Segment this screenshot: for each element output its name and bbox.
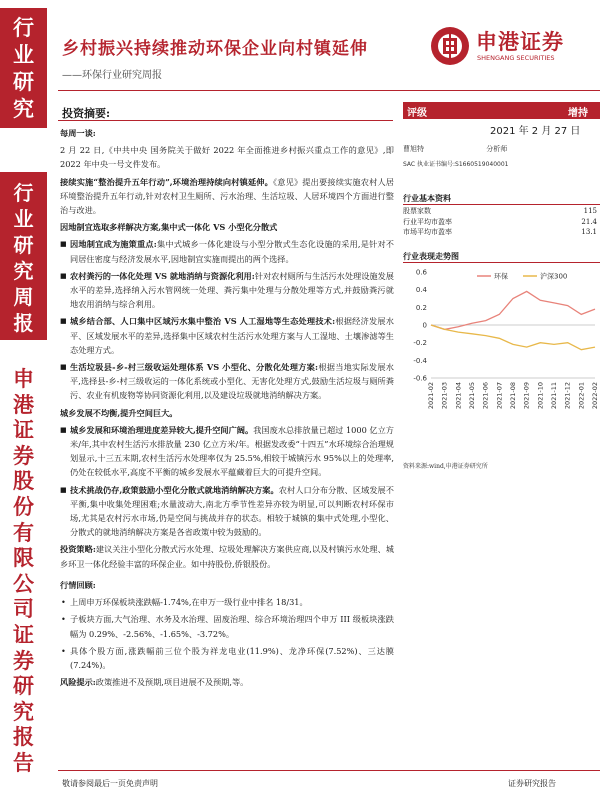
- analyst-title: 分析师: [486, 145, 508, 153]
- row-label: 市场平均市盈率: [403, 228, 452, 236]
- sidebar-char: 申: [13, 366, 34, 391]
- sidebar-char: 业: [13, 42, 34, 67]
- summary-divider: [58, 120, 393, 121]
- sidebar-char: 研: [13, 673, 34, 699]
- y-tick-label: 0: [422, 321, 427, 330]
- paragraph: 2 月 22 日,《中共中央 国务院关于做好 2022 年全面推进乡村振兴重点工作的意见》,即 2022 年中央一号文件发布。: [60, 145, 394, 170]
- rating-value: 增持: [568, 108, 588, 119]
- report-date: 2021 年 2 月 27 日: [490, 126, 581, 137]
- bullet-lead: 城乡发展和环境治理进度差异较大,提升空间广阔。: [70, 424, 254, 435]
- bullet-item: [60, 269, 394, 312]
- bullet-text: 农村人口分布分散、区域发展不平衡,集中收集处理困难;水量波动大,南北方季节性差异亦较为明显,可以判断农村环保市场,尤其是农村污水市场,仍是空间与挑战并存的状态。相较于城镇的集中式处理,小型化、分散式的就地消纳解决方案是各省政策中较为鼓励的。: [70, 484, 394, 538]
- sidebar-char: 业: [13, 207, 34, 231]
- sidebar-char: 份: [13, 493, 34, 519]
- y-tick-label: -0.6: [413, 374, 427, 383]
- sidebar-category-block: [0, 8, 47, 128]
- bullet-lead: 农村粪污的一体化处理 VS 就地消纳与资源化利用:: [70, 270, 255, 281]
- chart-heading: 行业表现走势图: [403, 251, 459, 261]
- investment-advice: [60, 542, 394, 570]
- sidebar-char: 限: [13, 545, 34, 571]
- bullet-text: 我国废水总排放量已超过 1000 亿立方米/年,其中农村生活污水排放量 230 亿立方米/年。根据发改委“十四五”水环境综合治理规划显示,十三五末期,农村生活污水处理率仅为 25.5%,相较于城镇污水 95%以上的处理率,仍处在较低水平,高度不平衡的城乡发展水平蕴藏着巨大的可提升空间。: [70, 424, 394, 478]
- y-tick-label: 0.2: [415, 303, 427, 312]
- report-subtitle: ——环保行业研究周报: [62, 70, 162, 81]
- series-line-1: [431, 325, 595, 350]
- bullet-text: 根据当地实际发展水平,选择县-乡-村三级收运的一体化系统或小型化、无害化处理方式,鼓励生活垃圾与厕所粪污、农业有机废物等协同资源化利用,以及建设垃圾就地消纳解决方案。: [70, 362, 394, 401]
- x-tick-label: 2021-02: [427, 382, 435, 410]
- table-row: [403, 206, 597, 217]
- bullet-item: [60, 237, 394, 265]
- bullet-item: [60, 314, 394, 357]
- bullet-item: [60, 483, 394, 540]
- analyst-line: [403, 144, 507, 154]
- company-logo: [428, 24, 598, 68]
- x-tick-label: 2021-04: [454, 382, 463, 410]
- footer-divider: [58, 770, 600, 771]
- y-tick-label: 0.6: [415, 268, 427, 277]
- sidebar-char: 研: [13, 233, 34, 257]
- sidebar-char: 究: [13, 259, 34, 283]
- analyst-name: 曹旭特: [403, 145, 424, 153]
- table-row: [403, 217, 597, 228]
- logo-emblem-icon: [428, 24, 472, 68]
- logo-english-name: SHENGANG SECURITIES: [477, 54, 555, 62]
- sac-certificate: SAC 执业证书编号:S1660519040001: [403, 161, 509, 168]
- row-value: 21.4: [581, 217, 597, 226]
- bullet-item: [60, 360, 394, 403]
- sidebar-report-type-block: [0, 172, 47, 340]
- x-tick-label: 2021-03: [440, 382, 449, 410]
- advice-lead: 投资策略:: [60, 544, 96, 555]
- x-tick-label: 2021-06: [481, 382, 490, 410]
- bullet-text: 集中式城乡一体化建设与小型分散式生态化设施的采用,是针对不同居住密度与经济发展水平,因地制宜实施而提出的两个选择。: [70, 239, 394, 264]
- performance-chart-svg: [403, 266, 600, 456]
- bullet-item: [60, 423, 394, 480]
- sidebar-char: 报: [13, 311, 34, 335]
- x-tick-label: 2021-07: [495, 382, 504, 410]
- legend-label: 环保: [494, 272, 508, 281]
- footer-disclaimer: 敬请参阅最后一页免责声明: [62, 779, 158, 788]
- sidebar-char: 公: [13, 570, 34, 596]
- section-heading: 城乡发展不均衡,提升空间巨大。: [60, 407, 178, 418]
- basic-info-heading: 行业基本资料: [403, 193, 451, 203]
- sidebar-char: 券: [13, 647, 34, 673]
- sidebar-company-text: [0, 366, 47, 776]
- paragraph-text: 《意见》提出要接续实施农村人居环境整治提升五年行动,针对农村卫生厕所、污水治理、生活垃圾、人居环境四个方面进行整治与改进。: [60, 176, 394, 216]
- risk-warning: [60, 675, 394, 689]
- advice-text: 建议关注小型化分散式污水处理、垃圾处理解决方案供应商,以及村镇污水处理、城乡环卫一体化经验丰富的环保企业。如中持股份,侨银股份。: [60, 544, 394, 569]
- sidebar-company-block: [0, 366, 47, 776]
- x-tick-label: 2022-02: [591, 382, 599, 410]
- table-row: [403, 227, 597, 238]
- sidebar-char: 告: [13, 749, 34, 775]
- sidebar-report-type-text: [0, 180, 47, 336]
- basic-info-divider: [403, 204, 600, 205]
- sidebar-char: 周: [13, 285, 34, 309]
- sidebar-char: 报: [13, 724, 34, 750]
- sidebar-char: 行: [13, 181, 34, 205]
- sidebar-char: 究: [13, 96, 34, 121]
- bullet-lead: 技术挑战仍存,政策鼓励小型化分散式就地消纳解决方案。: [70, 484, 279, 495]
- market-item: • 上周申万环保板块涨跌幅-1.74%,在申万一级行业中排名 18/31。: [60, 595, 394, 609]
- sidebar: [0, 0, 50, 800]
- x-tick-label: 2021-05: [468, 382, 476, 410]
- paragraph-lead: 接续实施“整治提升五年行动”,环境治理持续向村镇延伸。: [60, 176, 273, 187]
- y-tick-label: -0.2: [413, 339, 427, 348]
- sidebar-char: 证: [13, 621, 34, 647]
- x-tick-label: 2021-08: [509, 382, 517, 410]
- x-tick-label: 2021-11: [550, 382, 558, 410]
- logo-name: 申港证券: [476, 30, 564, 54]
- bullet-text: 针对农村厕所与生活污水处理设施发展水平的差异,选择纳入污水管网统一处理、粪污集中处理与分散处理等方式,并鼓励粪污就地农用消纳与综合利用。: [70, 270, 394, 310]
- sidebar-char: 究: [13, 698, 34, 724]
- sidebar-char: 司: [13, 596, 34, 622]
- footer-label: 证券研究报告: [508, 779, 556, 788]
- legend-label: 沪深300: [540, 272, 568, 281]
- weekly-label: 每周一谈:: [60, 128, 96, 138]
- market-item: • 子板块方面,大气治理、水务及水治理、固废治理、综合环境治理四个申万 III 级板块涨跌幅为 0.29%、-2.56%、-1.65%、-3.72%。: [60, 612, 394, 640]
- row-label: 股票家数: [403, 207, 431, 215]
- y-tick-label: 0.4: [415, 286, 427, 295]
- rating-banner: [403, 102, 600, 119]
- bullet-lead: 生活垃圾县-乡-村三级收运处理体系 VS 小型化、分散化处理方案:: [70, 362, 319, 373]
- summary-body: [60, 126, 394, 692]
- bullet-lead: 因地制宜成为施策重点:: [70, 239, 157, 250]
- series-line-0: [431, 291, 595, 329]
- summary-heading: 投资摘要:: [62, 107, 111, 120]
- sidebar-char: 证: [13, 417, 34, 443]
- report-title: 乡村振兴持续推动环保企业向村镇延伸: [62, 39, 368, 59]
- sidebar-char: 行: [13, 15, 34, 40]
- sidebar-char: 港: [13, 391, 34, 417]
- header-divider: [58, 90, 600, 91]
- performance-chart: [403, 266, 600, 456]
- bullet-lead: 城乡结合部、人口集中区域污水集中整治 VS 人工湿地等生态处理技术:: [70, 316, 336, 327]
- sidebar-category-text: [0, 14, 47, 122]
- section-heading: 因地制宜选取多样解决方案,集中式一体化 VS 小型化分散式: [60, 222, 278, 233]
- market-item: • 具体个股方面,涨跌幅前三位个股为祥龙电业(11.9%)、龙净环保(7.52%)、三达膜(7.24%)。: [60, 644, 394, 672]
- sidebar-char: 股: [13, 468, 34, 494]
- rating-label: 评级: [407, 108, 427, 119]
- paragraph: [60, 175, 394, 218]
- bullet-text: 根据经济发展水平、区域发展水平的差异,选择集中区域农村生活污水处理方案与人工湿地、土壤渗滤等生态处理方式。: [70, 316, 394, 355]
- risk-lead: 风险提示:: [60, 677, 96, 688]
- chart-source: 资料来源:wind,申港证券研究所: [403, 463, 488, 470]
- sidebar-char: 有: [13, 519, 34, 545]
- x-tick-label: 2021-12: [563, 382, 572, 410]
- x-tick-label: 2021-09: [522, 382, 531, 410]
- x-tick-label: 2021-10: [536, 382, 545, 410]
- y-tick-label: -0.4: [413, 356, 427, 365]
- sidebar-char: 研: [13, 69, 34, 94]
- chart-divider: [403, 262, 600, 263]
- row-label: 行业平均市盈率: [403, 217, 452, 226]
- x-tick-label: 2022-01: [577, 382, 586, 410]
- sidebar-char: 券: [13, 442, 34, 468]
- row-value: 115: [583, 207, 597, 215]
- basic-info-table: [403, 206, 597, 238]
- row-value: 13.1: [581, 228, 597, 236]
- risk-text: 政策推进不及预期,项目进展不及预期,等。: [95, 677, 249, 688]
- market-review-heading: 行情回顾:: [60, 579, 96, 590]
